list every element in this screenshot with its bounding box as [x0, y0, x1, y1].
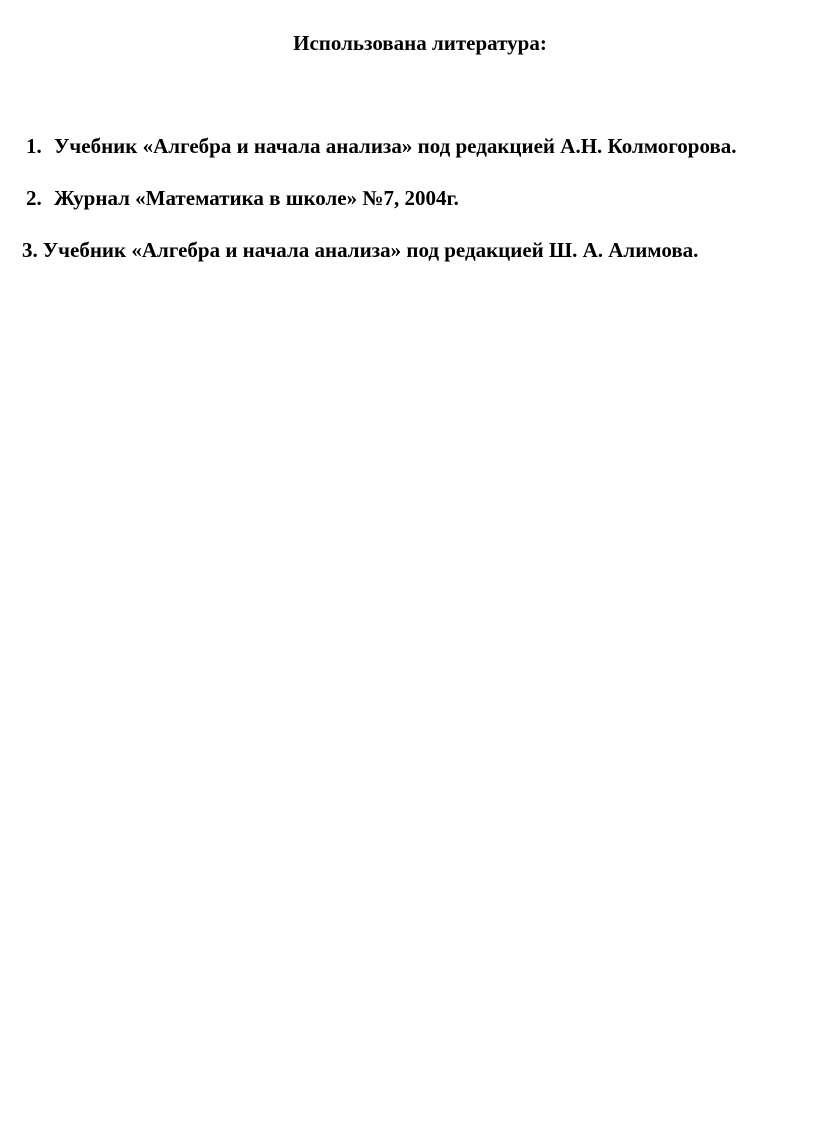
reference-number: 2. [26, 186, 42, 210]
page-title: Использована литература: [293, 31, 547, 55]
reference-item [22, 237, 698, 263]
reference-text: Учебник «Алгебра и начала анализа» под редакцией А.Н. Колмогорова. [54, 134, 737, 158]
reference-text: Учебник «Алгебра и начала анализа» под редакцией Ш. А. Алимова. [42, 238, 699, 262]
reference-item [26, 185, 459, 211]
reference-item [26, 133, 737, 159]
reference-number: 3. [22, 238, 38, 262]
reference-number: 1. [26, 134, 42, 158]
reference-text: Журнал «Математика в школе» №7, 2004г. [54, 186, 459, 210]
